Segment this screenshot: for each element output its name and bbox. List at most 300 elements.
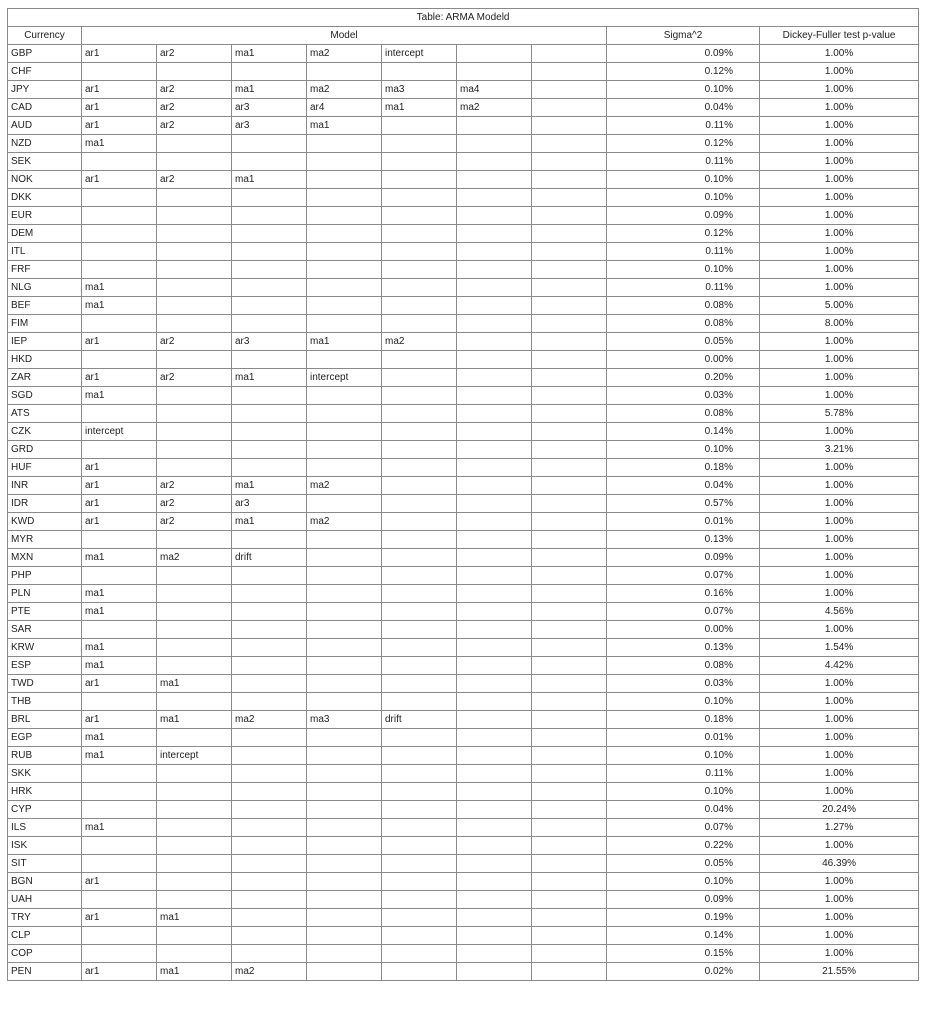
model-term-cell: [457, 855, 532, 873]
table-row: [8, 99, 919, 117]
pvalue-cell: 1.00%: [760, 927, 919, 945]
sigma-cell: 0.12%: [607, 63, 760, 81]
model-term-cell: [457, 711, 532, 729]
sigma-cell: 0.10%: [607, 261, 760, 279]
table-row: [8, 945, 919, 963]
model-term-cell: [382, 225, 457, 243]
model-term-cell: [457, 225, 532, 243]
table-row: [8, 297, 919, 315]
pvalue-cell: 1.00%: [760, 747, 919, 765]
model-term-cell: [532, 513, 607, 531]
pvalue-cell: 1.00%: [760, 387, 919, 405]
model-term-cell: [232, 873, 307, 891]
model-term-cell: [157, 297, 232, 315]
model-term-cell: ma3: [382, 81, 457, 99]
currency-cell: IEP: [8, 333, 82, 351]
table-row: [8, 261, 919, 279]
model-term-cell: [307, 693, 382, 711]
model-term-cell: [457, 405, 532, 423]
sigma-cell: 0.10%: [607, 783, 760, 801]
currency-cell: INR: [8, 477, 82, 495]
sigma-cell: 0.03%: [607, 675, 760, 693]
model-term-cell: ma1: [82, 279, 157, 297]
model-term-cell: [82, 927, 157, 945]
model-term-cell: ma1: [82, 729, 157, 747]
pvalue-cell: 8.00%: [760, 315, 919, 333]
currency-cell: CHF: [8, 63, 82, 81]
pvalue-cell: 1.00%: [760, 837, 919, 855]
currency-cell: MXN: [8, 549, 82, 567]
model-term-cell: ma1: [232, 45, 307, 63]
sigma-cell: 0.11%: [607, 117, 760, 135]
model-term-cell: [382, 765, 457, 783]
table-row: [8, 837, 919, 855]
model-term-cell: [532, 135, 607, 153]
pvalue-cell: 1.00%: [760, 495, 919, 513]
model-term-cell: ar1: [82, 495, 157, 513]
model-term-cell: [532, 117, 607, 135]
model-term-cell: [307, 855, 382, 873]
model-term-cell: [307, 441, 382, 459]
model-term-cell: ma2: [457, 99, 532, 117]
table-row: [8, 81, 919, 99]
model-term-cell: [457, 279, 532, 297]
sigma-cell: 0.19%: [607, 909, 760, 927]
model-term-cell: [82, 765, 157, 783]
model-term-cell: [382, 837, 457, 855]
table-row: [8, 423, 919, 441]
model-term-cell: ma1: [232, 81, 307, 99]
currency-cell: ITL: [8, 243, 82, 261]
model-term-cell: [157, 891, 232, 909]
model-term-cell: [382, 675, 457, 693]
sigma-cell: 0.07%: [607, 567, 760, 585]
pvalue-cell: 1.00%: [760, 531, 919, 549]
model-term-cell: [232, 729, 307, 747]
model-term-cell: [382, 63, 457, 81]
model-term-cell: [532, 963, 607, 981]
model-term-cell: [157, 873, 232, 891]
model-term-cell: intercept: [82, 423, 157, 441]
currency-cell: RUB: [8, 747, 82, 765]
currency-cell: NOK: [8, 171, 82, 189]
model-term-cell: [157, 801, 232, 819]
model-term-cell: [457, 117, 532, 135]
model-term-cell: [157, 927, 232, 945]
sigma-cell: 0.04%: [607, 99, 760, 117]
model-term-cell: [457, 531, 532, 549]
model-term-cell: [457, 243, 532, 261]
model-term-cell: [307, 549, 382, 567]
model-term-cell: [307, 171, 382, 189]
model-term-cell: [532, 297, 607, 315]
table-row: [8, 621, 919, 639]
model-term-cell: [157, 783, 232, 801]
model-term-cell: [232, 261, 307, 279]
model-term-cell: [457, 171, 532, 189]
model-term-cell: [457, 135, 532, 153]
model-term-cell: [157, 765, 232, 783]
currency-cell: TWD: [8, 675, 82, 693]
currency-cell: NZD: [8, 135, 82, 153]
model-term-cell: [82, 225, 157, 243]
model-term-cell: drift: [232, 549, 307, 567]
sigma-cell: 0.00%: [607, 351, 760, 369]
sigma-cell: 0.11%: [607, 765, 760, 783]
model-term-cell: [532, 63, 607, 81]
model-term-cell: [307, 279, 382, 297]
model-term-cell: [82, 351, 157, 369]
model-term-cell: [532, 549, 607, 567]
model-term-cell: [307, 747, 382, 765]
model-term-cell: ma1: [82, 297, 157, 315]
model-term-cell: [382, 873, 457, 891]
model-term-cell: ma4: [457, 81, 532, 99]
model-term-cell: [157, 351, 232, 369]
currency-cell: SKK: [8, 765, 82, 783]
model-term-cell: [457, 333, 532, 351]
model-term-cell: ar3: [232, 333, 307, 351]
model-term-cell: [307, 891, 382, 909]
model-term-cell: [157, 459, 232, 477]
model-term-cell: [157, 621, 232, 639]
model-term-cell: [382, 747, 457, 765]
model-term-cell: [232, 945, 307, 963]
model-term-cell: [307, 63, 382, 81]
pvalue-cell: 1.00%: [760, 81, 919, 99]
model-term-cell: [307, 765, 382, 783]
pvalue-cell: 1.00%: [760, 423, 919, 441]
sigma-cell: 0.08%: [607, 405, 760, 423]
model-term-cell: [307, 945, 382, 963]
model-term-cell: ar1: [82, 963, 157, 981]
model-term-cell: [532, 783, 607, 801]
model-term-cell: [382, 603, 457, 621]
model-term-cell: ma1: [82, 603, 157, 621]
table-row: [8, 567, 919, 585]
currency-cell: JPY: [8, 81, 82, 99]
table-row: [8, 585, 919, 603]
sigma-cell: 0.13%: [607, 531, 760, 549]
model-term-cell: [532, 333, 607, 351]
model-term-cell: [157, 423, 232, 441]
currency-cell: ISK: [8, 837, 82, 855]
model-term-cell: [532, 585, 607, 603]
header-row: [8, 27, 919, 45]
sigma-cell: 0.22%: [607, 837, 760, 855]
table-row: [8, 873, 919, 891]
currency-cell: GBP: [8, 45, 82, 63]
pvalue-cell: 21.55%: [760, 963, 919, 981]
table-row: [8, 927, 919, 945]
model-term-cell: [457, 351, 532, 369]
model-term-cell: [382, 459, 457, 477]
model-term-cell: [232, 891, 307, 909]
sigma-cell: 0.12%: [607, 225, 760, 243]
model-term-cell: [232, 441, 307, 459]
currency-cell: SAR: [8, 621, 82, 639]
currency-cell: PHP: [8, 567, 82, 585]
model-term-cell: [157, 837, 232, 855]
sigma-cell: 0.08%: [607, 657, 760, 675]
model-term-cell: ma1: [157, 909, 232, 927]
model-term-cell: [232, 747, 307, 765]
model-term-cell: [532, 423, 607, 441]
pvalue-cell: 1.00%: [760, 693, 919, 711]
model-term-cell: [157, 261, 232, 279]
model-term-cell: [232, 423, 307, 441]
pvalue-cell: 1.27%: [760, 819, 919, 837]
table-body: [8, 45, 919, 981]
model-term-cell: ma1: [157, 711, 232, 729]
currency-cell: COP: [8, 945, 82, 963]
table-row: [8, 963, 919, 981]
model-term-cell: [532, 45, 607, 63]
sigma-cell: 0.11%: [607, 279, 760, 297]
model-term-cell: [532, 945, 607, 963]
model-term-cell: ar3: [232, 99, 307, 117]
table-row: [8, 747, 919, 765]
table-row: [8, 171, 919, 189]
model-term-cell: ma2: [232, 963, 307, 981]
currency-cell: HUF: [8, 459, 82, 477]
model-term-cell: [232, 207, 307, 225]
model-term-cell: [457, 693, 532, 711]
model-term-cell: ar3: [232, 117, 307, 135]
model-term-cell: [232, 243, 307, 261]
table-row: [8, 405, 919, 423]
pvalue-cell: 46.39%: [760, 855, 919, 873]
currency-cell: CAD: [8, 99, 82, 117]
table-row: [8, 675, 919, 693]
table-row: [8, 513, 919, 531]
model-term-cell: [532, 459, 607, 477]
model-term-cell: [157, 225, 232, 243]
model-term-cell: ar2: [157, 117, 232, 135]
model-term-cell: [82, 405, 157, 423]
model-term-cell: [457, 207, 532, 225]
table-row: [8, 243, 919, 261]
model-term-cell: [82, 621, 157, 639]
model-term-cell: ar1: [82, 873, 157, 891]
model-term-cell: ar2: [157, 45, 232, 63]
model-term-cell: [157, 153, 232, 171]
model-term-cell: ar2: [157, 81, 232, 99]
model-term-cell: [307, 927, 382, 945]
model-term-cell: [457, 639, 532, 657]
model-term-cell: [307, 351, 382, 369]
model-term-cell: [457, 621, 532, 639]
model-term-cell: [457, 387, 532, 405]
pvalue-cell: 1.00%: [760, 243, 919, 261]
model-term-cell: ma1: [82, 135, 157, 153]
model-term-cell: [457, 837, 532, 855]
table-row: [8, 333, 919, 351]
model-term-cell: [157, 405, 232, 423]
model-term-cell: [457, 801, 532, 819]
model-term-cell: [382, 171, 457, 189]
model-term-cell: [457, 585, 532, 603]
model-term-cell: [382, 729, 457, 747]
model-term-cell: [532, 405, 607, 423]
header-model: Model: [82, 27, 607, 45]
sigma-cell: 0.10%: [607, 171, 760, 189]
model-term-cell: [382, 639, 457, 657]
model-term-cell: [382, 387, 457, 405]
pvalue-cell: 1.00%: [760, 45, 919, 63]
model-term-cell: [307, 297, 382, 315]
currency-cell: CZK: [8, 423, 82, 441]
model-term-cell: [157, 531, 232, 549]
model-term-cell: ar1: [82, 513, 157, 531]
model-term-cell: ma1: [82, 657, 157, 675]
model-term-cell: ar1: [82, 369, 157, 387]
currency-cell: PTE: [8, 603, 82, 621]
model-term-cell: [82, 855, 157, 873]
header-pvalue: Dickey-Fuller test p-value: [760, 27, 919, 45]
model-term-cell: [307, 495, 382, 513]
model-term-cell: [532, 315, 607, 333]
model-term-cell: [232, 351, 307, 369]
pvalue-cell: 1.00%: [760, 153, 919, 171]
model-term-cell: ar1: [82, 99, 157, 117]
model-term-cell: [457, 513, 532, 531]
sigma-cell: 0.10%: [607, 873, 760, 891]
table-row: [8, 369, 919, 387]
model-term-cell: [457, 873, 532, 891]
sigma-cell: 0.04%: [607, 801, 760, 819]
model-term-cell: [382, 585, 457, 603]
model-term-cell: [532, 99, 607, 117]
model-term-cell: [532, 675, 607, 693]
model-term-cell: [382, 819, 457, 837]
model-term-cell: ar1: [82, 459, 157, 477]
model-term-cell: [232, 63, 307, 81]
pvalue-cell: 1.00%: [760, 783, 919, 801]
model-term-cell: [232, 153, 307, 171]
pvalue-cell: 1.00%: [760, 333, 919, 351]
currency-cell: THB: [8, 693, 82, 711]
model-term-cell: [157, 207, 232, 225]
model-term-cell: [82, 153, 157, 171]
currency-cell: FIM: [8, 315, 82, 333]
sigma-cell: 0.14%: [607, 927, 760, 945]
model-term-cell: [532, 261, 607, 279]
model-term-cell: [382, 207, 457, 225]
model-term-cell: [232, 909, 307, 927]
model-term-cell: [157, 387, 232, 405]
model-term-cell: [232, 297, 307, 315]
model-term-cell: [307, 819, 382, 837]
model-term-cell: [532, 387, 607, 405]
model-term-cell: [307, 405, 382, 423]
model-term-cell: [532, 369, 607, 387]
model-term-cell: ma1: [157, 963, 232, 981]
model-term-cell: [457, 495, 532, 513]
sigma-cell: 0.16%: [607, 585, 760, 603]
model-term-cell: [457, 819, 532, 837]
model-term-cell: [532, 693, 607, 711]
model-term-cell: [157, 279, 232, 297]
currency-cell: HRK: [8, 783, 82, 801]
model-term-cell: [532, 819, 607, 837]
currency-cell: ESP: [8, 657, 82, 675]
table-row: [8, 657, 919, 675]
model-term-cell: [232, 621, 307, 639]
model-term-cell: [382, 477, 457, 495]
model-term-cell: [307, 423, 382, 441]
model-term-cell: [457, 927, 532, 945]
model-term-cell: [457, 909, 532, 927]
model-term-cell: ar1: [82, 45, 157, 63]
model-term-cell: [382, 405, 457, 423]
model-term-cell: [307, 387, 382, 405]
model-term-cell: [532, 171, 607, 189]
model-term-cell: [157, 585, 232, 603]
table-row: [8, 711, 919, 729]
currency-cell: BGN: [8, 873, 82, 891]
pvalue-cell: 1.00%: [760, 225, 919, 243]
model-term-cell: ar2: [157, 369, 232, 387]
currency-cell: SIT: [8, 855, 82, 873]
model-term-cell: [382, 117, 457, 135]
model-term-cell: ma1: [82, 549, 157, 567]
model-term-cell: [307, 585, 382, 603]
model-term-cell: [532, 873, 607, 891]
model-term-cell: intercept: [382, 45, 457, 63]
model-term-cell: [307, 837, 382, 855]
model-term-cell: ar2: [157, 513, 232, 531]
model-term-cell: [532, 729, 607, 747]
model-term-cell: [382, 567, 457, 585]
model-term-cell: [457, 261, 532, 279]
model-term-cell: [232, 135, 307, 153]
model-term-cell: [532, 909, 607, 927]
sigma-cell: 0.12%: [607, 135, 760, 153]
model-term-cell: [157, 567, 232, 585]
model-term-cell: ma1: [82, 747, 157, 765]
pvalue-cell: 4.42%: [760, 657, 919, 675]
currency-cell: NLG: [8, 279, 82, 297]
model-term-cell: [232, 837, 307, 855]
pvalue-cell: 1.00%: [760, 477, 919, 495]
model-term-cell: [232, 189, 307, 207]
table-row: [8, 315, 919, 333]
model-term-cell: [382, 441, 457, 459]
model-term-cell: [532, 279, 607, 297]
model-term-cell: ma1: [232, 513, 307, 531]
model-term-cell: [457, 369, 532, 387]
currency-cell: ILS: [8, 819, 82, 837]
model-term-cell: [532, 531, 607, 549]
table-row: [8, 279, 919, 297]
sigma-cell: 0.10%: [607, 693, 760, 711]
model-term-cell: drift: [382, 711, 457, 729]
title-row: [8, 9, 919, 27]
model-term-cell: [157, 441, 232, 459]
model-term-cell: [532, 81, 607, 99]
model-term-cell: [457, 567, 532, 585]
pvalue-cell: 1.00%: [760, 891, 919, 909]
table-row: [8, 765, 919, 783]
currency-cell: GRD: [8, 441, 82, 459]
currency-cell: CLP: [8, 927, 82, 945]
pvalue-cell: 3.21%: [760, 441, 919, 459]
pvalue-cell: 1.54%: [760, 639, 919, 657]
model-term-cell: [457, 315, 532, 333]
model-term-cell: [307, 189, 382, 207]
pvalue-cell: 1.00%: [760, 585, 919, 603]
